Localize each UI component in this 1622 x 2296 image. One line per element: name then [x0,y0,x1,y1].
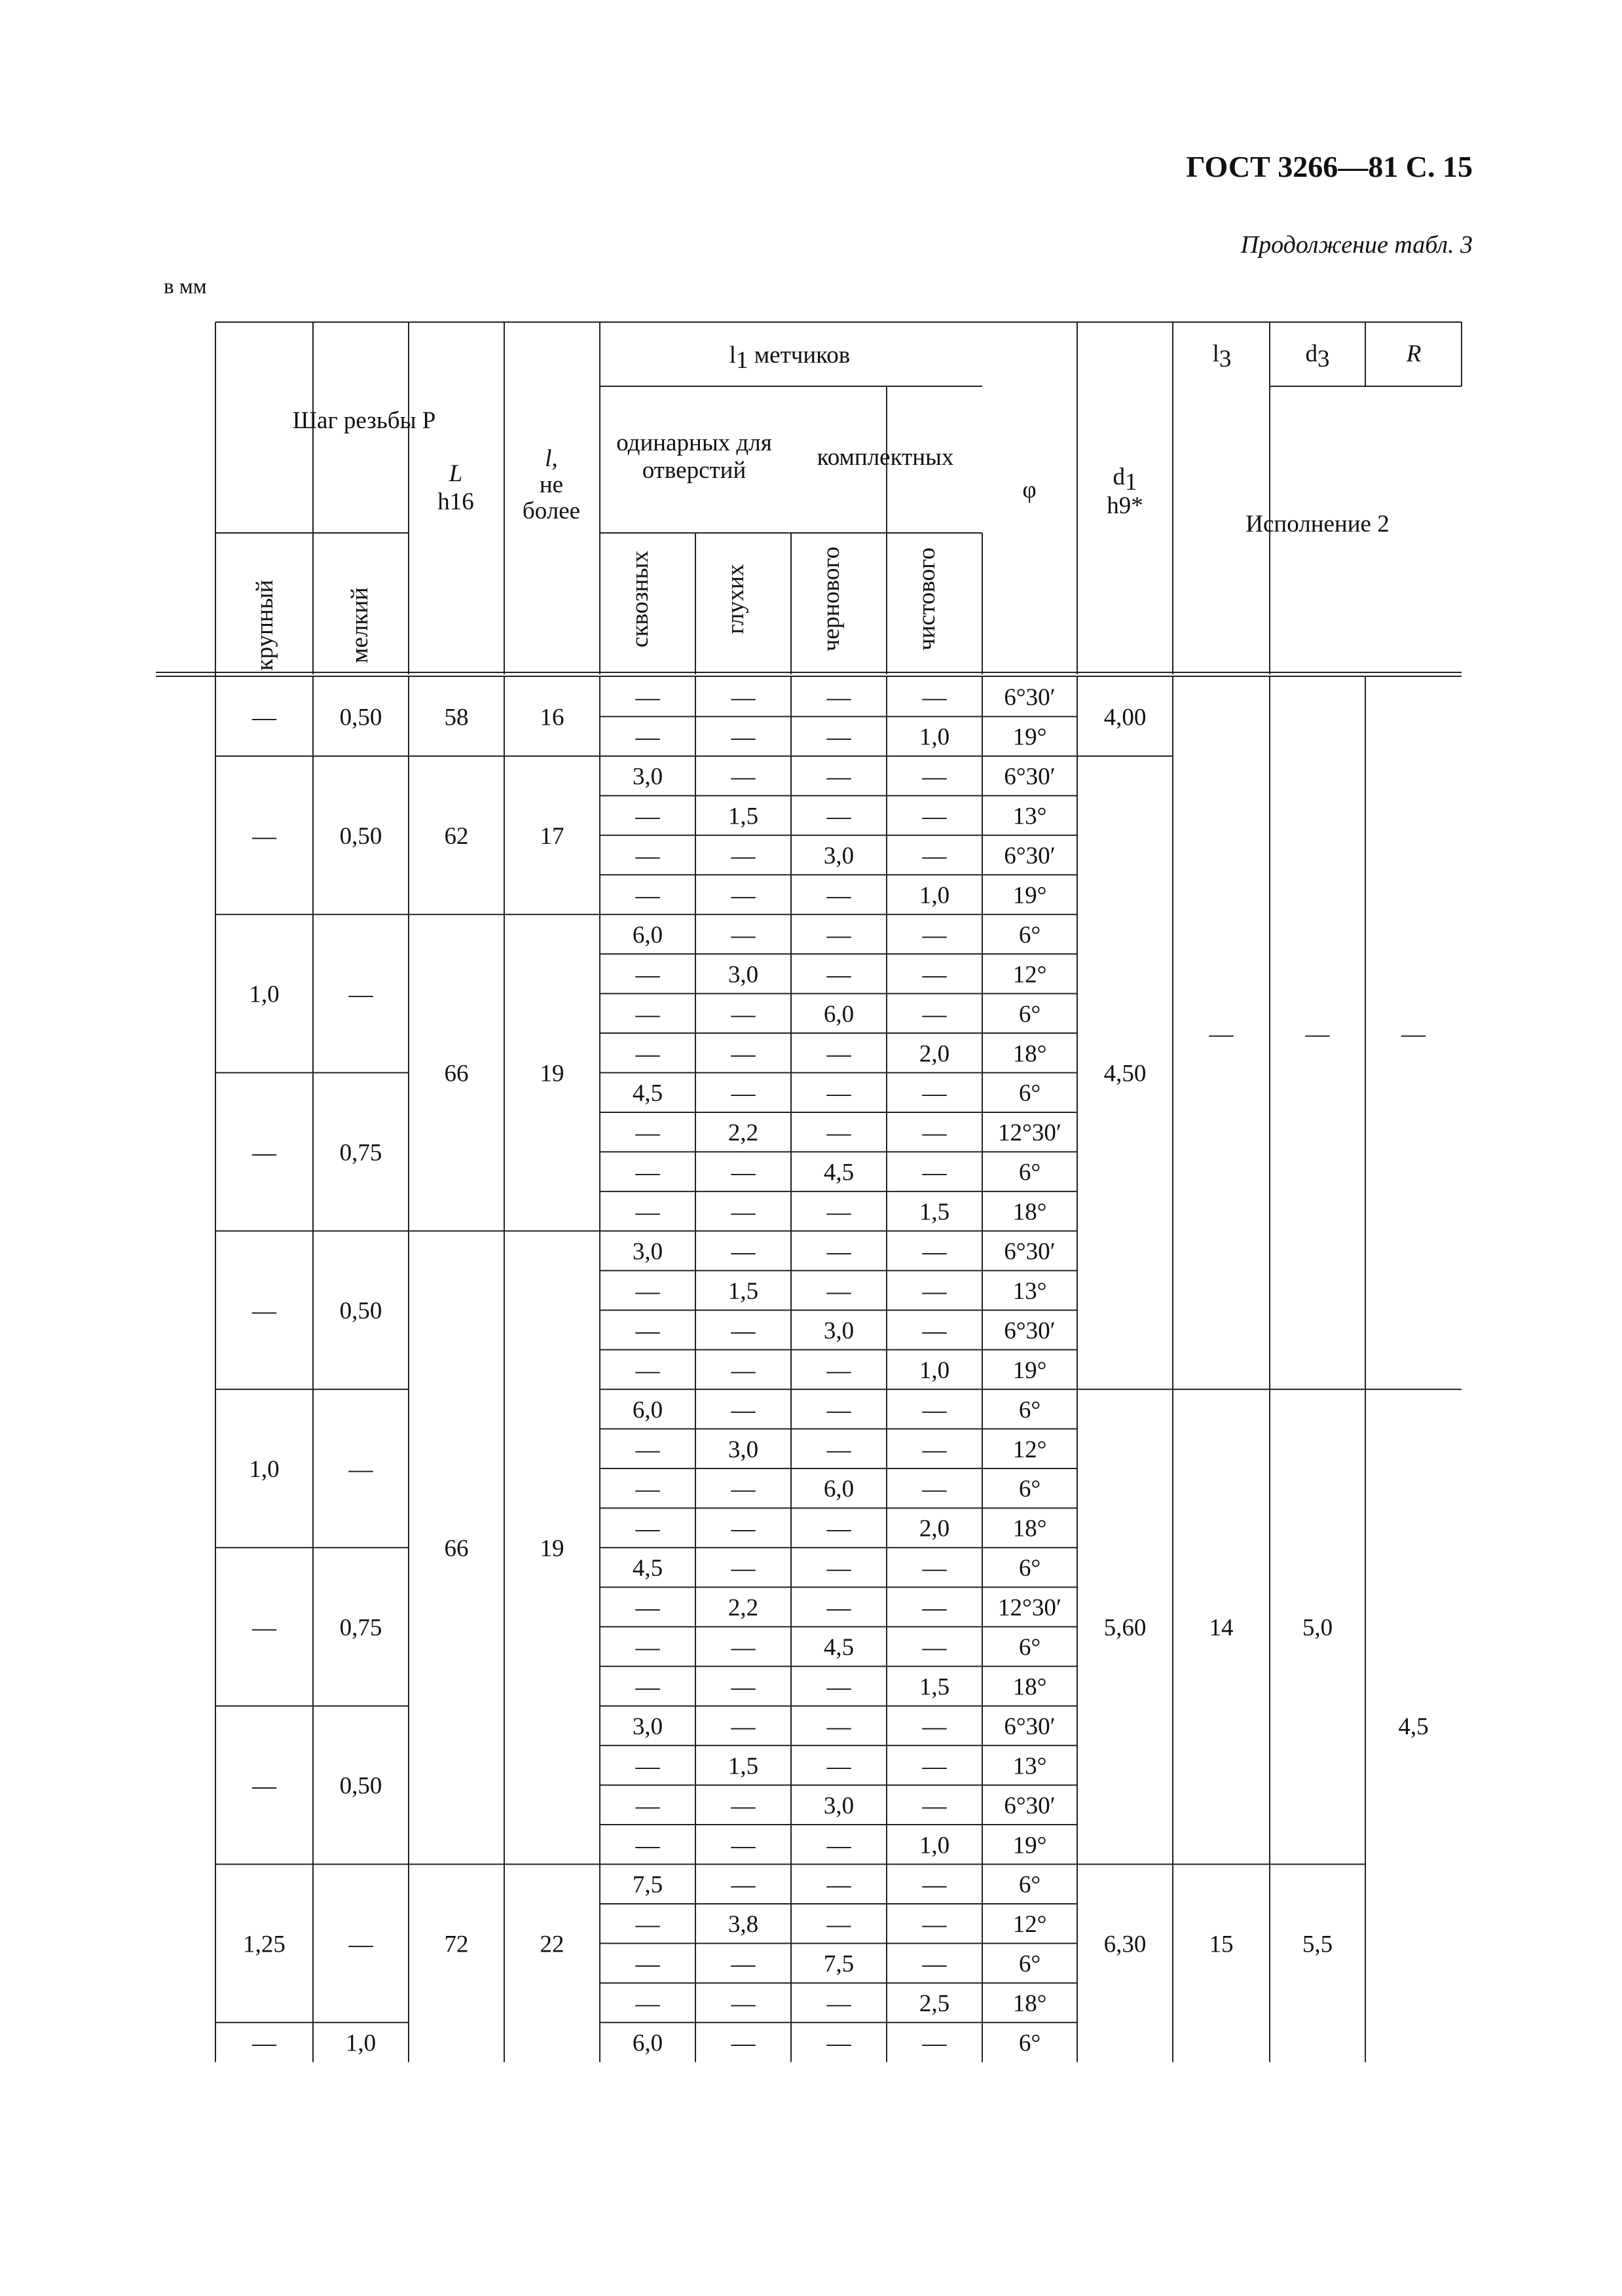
row-25-col-4: 18° [1012,1673,1047,1701]
row-25-col-2: — [826,1673,851,1701]
row-29-col-0: — [635,1832,660,1859]
row-20-col-3: — [922,1476,947,1503]
d1-cell-1: 4,50 [1103,1060,1147,1087]
R-cell-1: 4,5 [1398,1713,1429,1740]
header-blind: глухих [722,564,749,634]
row-6-col-0: 6,0 [632,921,663,949]
row-8-col-3: — [922,1000,947,1028]
row-27-col-4: 13° [1012,1753,1047,1780]
row-32-col-3: — [922,1950,947,1978]
row-31-col-4: 12° [1012,1911,1047,1939]
row-19-col-1: 3,0 [728,1436,759,1463]
coarse-pitch-cell-6: — [252,1614,276,1641]
row-25-col-1: — [731,1673,756,1701]
row-6-col-2: — [826,921,851,949]
row-12-col-4: 6° [1018,1159,1041,1186]
row-3-col-0: — [635,803,660,830]
row-10-col-3: — [922,1080,947,1107]
row-27-col-3: — [922,1753,947,1780]
row-20-col-2: 6,0 [823,1476,855,1503]
row-9-col-3: 2,0 [919,1040,950,1068]
row-24-col-1: — [731,1634,756,1662]
row-11-col-0: — [635,1120,660,1147]
coarse-pitch-cell-7: — [252,1772,276,1800]
header-single-line1: одинарных для [616,429,772,456]
row-21-col-3: 2,0 [919,1515,950,1542]
l-cell-1: 17 [540,822,564,850]
row-14-col-0: 3,0 [632,1238,663,1266]
row-23-col-1: 2,2 [728,1594,759,1622]
row-2-col-2: — [826,763,851,791]
row-31-col-3: — [922,1911,947,1939]
row-18-col-1: — [731,1396,756,1424]
fine-pitch-cell-1: 0,50 [339,822,382,850]
row-13-col-3: 1,5 [919,1199,950,1226]
row-4-col-0: — [635,843,660,870]
row-21-col-1: — [731,1515,756,1542]
header-L: L [449,460,463,487]
row-27-col-0: — [635,1753,660,1780]
row-6-col-4: 6° [1018,921,1041,949]
row-11-col-2: — [826,1120,851,1147]
row-17-col-0: — [635,1357,660,1384]
fine-pitch-cell-7: 0,50 [339,1772,382,1800]
row-32-col-1: — [731,1950,756,1978]
L-cell-0: 58 [444,704,469,731]
row-5-col-0: — [635,882,660,909]
row-9-col-1: — [731,1040,756,1068]
row-3-col-3: — [922,803,947,830]
row-10-col-1: — [731,1080,756,1107]
row-32-col-4: 6° [1018,1950,1041,1978]
table-body [243,684,1429,2056]
header-single-line2: отверстий [642,457,746,484]
row-19-col-2: — [826,1436,851,1463]
header-d3: d3 [1305,340,1330,373]
row-7-col-1: 3,0 [728,961,759,989]
row-12-col-2: 4,5 [823,1159,855,1186]
row-31-col-1: 3,8 [728,1911,759,1939]
header-thread-pitch: Шаг резьбы P [292,407,436,434]
header-l3: l3 [1212,340,1232,373]
R-cell-0: — [1401,1021,1426,1048]
l-cell-2: 19 [540,1060,564,1087]
coarse-pitch-cell-9: — [252,2030,276,2057]
row-7-col-2: — [826,961,851,989]
row-33-col-3: 2,5 [919,1990,950,2018]
row-4-col-1: — [731,843,756,870]
row-20-col-1: — [731,1476,756,1503]
row-0-col-2: — [826,684,851,712]
row-10-col-4: 6° [1018,1080,1041,1107]
fine-pitch-cell-0: 0,50 [339,704,382,731]
fine-pitch-cell-8: — [348,1931,373,1958]
row-32-col-0: — [635,1950,660,1978]
row-23-col-3: — [922,1594,947,1622]
row-24-col-0: — [635,1634,660,1662]
row-31-col-0: — [635,1911,660,1939]
row-28-col-1: — [731,1792,756,1819]
row-15-col-4: 13° [1012,1277,1047,1305]
row-33-col-0: — [635,1990,660,2018]
row-21-col-4: 18° [1012,1515,1047,1542]
row-29-col-3: 1,0 [919,1832,950,1859]
row-20-col-4: 6° [1018,1476,1041,1503]
row-28-col-4: 6°30′ [1004,1792,1056,1819]
fine-pitch-cell-9: 1,0 [345,2030,377,2057]
coarse-pitch-cell-3: — [252,1139,276,1167]
fine-pitch-cell-2: — [348,981,373,1008]
fine-pitch-cell-5: — [348,1456,373,1483]
coarse-pitch-cell-2: 1,0 [249,981,280,1008]
row-0-col-3: — [922,684,947,712]
row-22-col-1: — [731,1555,756,1582]
row-4-col-4: 6°30′ [1004,843,1056,870]
row-2-col-3: — [922,763,947,791]
row-10-col-2: — [826,1080,851,1107]
row-26-col-4: 6°30′ [1004,1713,1056,1740]
fine-pitch-cell-4: 0,50 [339,1298,382,1325]
row-13-col-0: — [635,1199,660,1226]
row-3-col-4: 13° [1012,803,1047,830]
d1-cell-0: 4,00 [1103,704,1147,731]
fine-pitch-cell-3: 0,75 [339,1139,382,1167]
row-5-col-3: 1,0 [919,882,950,909]
row-28-col-2: 3,0 [823,1792,855,1819]
row-8-col-0: — [635,1000,660,1028]
row-29-col-1: — [731,1832,756,1859]
row-14-col-1: — [731,1238,756,1266]
L-cell-3: 66 [444,1535,469,1562]
row-30-col-4: 6° [1018,1871,1041,1899]
row-22-col-2: — [826,1555,851,1582]
row-34-col-2: — [826,2030,851,2057]
row-7-col-3: — [922,961,947,989]
l3-cell-0: — [1209,1021,1234,1048]
row-22-col-4: 6° [1018,1555,1041,1582]
header-l-bolee: более [522,498,581,524]
row-2-col-1: — [731,763,756,791]
row-14-col-3: — [922,1238,947,1266]
row-12-col-3: — [922,1159,947,1186]
row-33-col-4: 18° [1012,1990,1047,2018]
row-20-col-0: — [635,1476,660,1503]
header-phi: φ [1022,477,1037,503]
row-25-col-0: — [635,1673,660,1701]
coarse-pitch-cell-1: — [252,822,276,850]
row-34-col-4: 6° [1018,2030,1041,2057]
coarse-pitch-cell-5: 1,0 [249,1456,280,1483]
row-32-col-2: 7,5 [823,1950,855,1978]
row-23-col-4: 12°30′ [998,1594,1061,1622]
row-15-col-1: 1,5 [728,1277,759,1305]
row-33-col-1: — [731,1990,756,2018]
row-21-col-0: — [635,1515,660,1542]
row-6-col-3: — [922,921,947,949]
L-cell-1: 62 [444,822,469,850]
row-15-col-3: — [922,1277,947,1305]
row-21-col-2: — [826,1515,851,1542]
row-0-col-0: — [635,684,660,712]
row-17-col-4: 19° [1012,1357,1047,1384]
row-22-col-0: 4,5 [632,1555,663,1582]
header-l1-taps: l1 метчиков [729,342,851,374]
header-through: сквозных [627,551,654,647]
row-26-col-3: — [922,1713,947,1740]
row-25-col-3: 1,5 [919,1673,950,1701]
table-grid [156,322,1462,2062]
row-30-col-2: — [826,1871,851,1899]
L-cell-2: 66 [444,1060,469,1087]
d1-cell-2: 5,60 [1103,1614,1147,1641]
l3-cell-1: 14 [1209,1614,1234,1641]
row-10-col-0: 4,5 [632,1080,663,1107]
header-L-tolerance: h16 [437,488,474,515]
row-34-col-3: — [922,2030,947,2057]
table-continuation-note: Продолжение табл. 3 [1240,231,1473,259]
row-17-col-3: 1,0 [919,1357,950,1384]
row-12-col-0: — [635,1159,660,1186]
row-19-col-0: — [635,1436,660,1463]
row-8-col-4: 6° [1018,1000,1041,1028]
row-19-col-4: 12° [1012,1436,1047,1463]
row-7-col-4: 12° [1012,961,1047,989]
row-18-col-3: — [922,1396,947,1424]
L-cell-4: 72 [444,1931,469,1958]
row-29-col-2: — [826,1832,851,1859]
row-30-col-3: — [922,1871,947,1899]
row-1-col-3: 1,0 [919,723,950,751]
row-9-col-4: 18° [1012,1040,1047,1068]
page-header: ГОСТ 3266—81 С. 15 [1186,150,1473,183]
row-8-col-1: — [731,1000,756,1028]
row-5-col-4: 19° [1012,882,1047,909]
d3-cell-0: — [1305,1021,1330,1048]
row-8-col-2: 6,0 [823,1000,855,1028]
row-3-col-1: 1,5 [728,803,759,830]
row-26-col-1: — [731,1713,756,1740]
row-26-col-0: 3,0 [632,1713,663,1740]
row-28-col-3: — [922,1792,947,1819]
row-16-col-0: — [635,1317,660,1345]
header-l-ne: не [539,471,564,498]
header-coarse: крупный [251,579,278,671]
row-1-col-0: — [635,723,660,751]
row-34-col-1: — [731,2030,756,2057]
coarse-pitch-cell-8: 1,25 [243,1931,286,1958]
row-30-col-0: 7,5 [632,1871,663,1899]
row-9-col-2: — [826,1040,851,1068]
d1-cell-3: 6,30 [1103,1931,1147,1958]
row-6-col-1: — [731,921,756,949]
row-17-col-2: — [826,1357,851,1384]
row-30-col-1: — [731,1871,756,1899]
row-13-col-1: — [731,1199,756,1226]
row-16-col-4: 6°30′ [1004,1317,1056,1345]
row-26-col-2: — [826,1713,851,1740]
header-rough: чернового [818,546,845,652]
coarse-pitch-cell-0: — [252,704,276,731]
row-33-col-2: — [826,1990,851,2018]
header-finish: чистового [913,547,940,651]
row-34-col-0: 6,0 [632,2030,663,2057]
row-27-col-1: 1,5 [728,1753,759,1780]
fine-pitch-cell-6: 0,75 [339,1614,382,1641]
coarse-pitch-cell-4: — [252,1298,276,1325]
row-2-col-0: 3,0 [632,763,663,791]
row-1-col-1: — [731,723,756,751]
row-24-col-2: 4,5 [823,1634,855,1662]
d3-cell-2: 5,5 [1302,1931,1333,1958]
header-fine: мелкий [346,587,373,663]
row-5-col-2: — [826,882,851,909]
row-24-col-4: 6° [1018,1634,1041,1662]
row-22-col-3: — [922,1555,947,1582]
row-4-col-3: — [922,843,947,870]
row-18-col-0: 6,0 [632,1396,663,1424]
d3-cell-1: 5,0 [1302,1614,1333,1641]
row-11-col-3: — [922,1120,947,1147]
row-2-col-4: 6°30′ [1004,763,1056,791]
row-28-col-0: — [635,1792,660,1819]
row-3-col-2: — [826,803,851,830]
l-cell-3: 19 [540,1535,564,1562]
row-18-col-2: — [826,1396,851,1424]
row-13-col-4: 18° [1012,1199,1047,1226]
row-13-col-2: — [826,1199,851,1226]
row-31-col-2: — [826,1911,851,1939]
row-16-col-1: — [731,1317,756,1345]
row-14-col-2: — [826,1238,851,1266]
row-7-col-0: — [635,961,660,989]
header-d1: d1 [1113,464,1137,496]
row-5-col-1: — [731,882,756,909]
row-1-col-2: — [826,723,851,751]
row-19-col-3: — [922,1436,947,1463]
row-1-col-4: 19° [1012,723,1047,751]
l-cell-4: 22 [540,1931,564,1958]
row-0-col-4: 6°30′ [1004,684,1056,712]
table-header [251,340,1421,670]
row-27-col-2: — [826,1753,851,1780]
header-d1-tolerance: h9* [1107,492,1143,519]
l-cell-0: 16 [540,704,564,731]
row-14-col-4: 6°30′ [1004,1238,1056,1266]
row-9-col-0: — [635,1040,660,1068]
row-23-col-2: — [826,1594,851,1622]
row-12-col-1: — [731,1159,756,1186]
header-set: комплектных [817,444,954,471]
row-11-col-4: 12°30′ [998,1120,1061,1147]
row-11-col-1: 2,2 [728,1120,759,1147]
row-0-col-1: — [731,684,756,712]
header-l: l, [545,445,558,472]
row-23-col-0: — [635,1594,660,1622]
row-4-col-2: 3,0 [823,843,855,870]
row-17-col-1: — [731,1357,756,1384]
l3-cell-2: 15 [1209,1931,1234,1958]
header-execution-2: Исполнение 2 [1245,511,1390,538]
row-16-col-2: 3,0 [823,1317,855,1345]
header-R: R [1406,340,1422,367]
row-15-col-0: — [635,1277,660,1305]
row-15-col-2: — [826,1277,851,1305]
row-24-col-3: — [922,1634,947,1662]
units-note: в мм [164,275,207,299]
row-29-col-4: 19° [1012,1832,1047,1859]
row-18-col-4: 6° [1018,1396,1041,1424]
row-16-col-3: — [922,1317,947,1345]
